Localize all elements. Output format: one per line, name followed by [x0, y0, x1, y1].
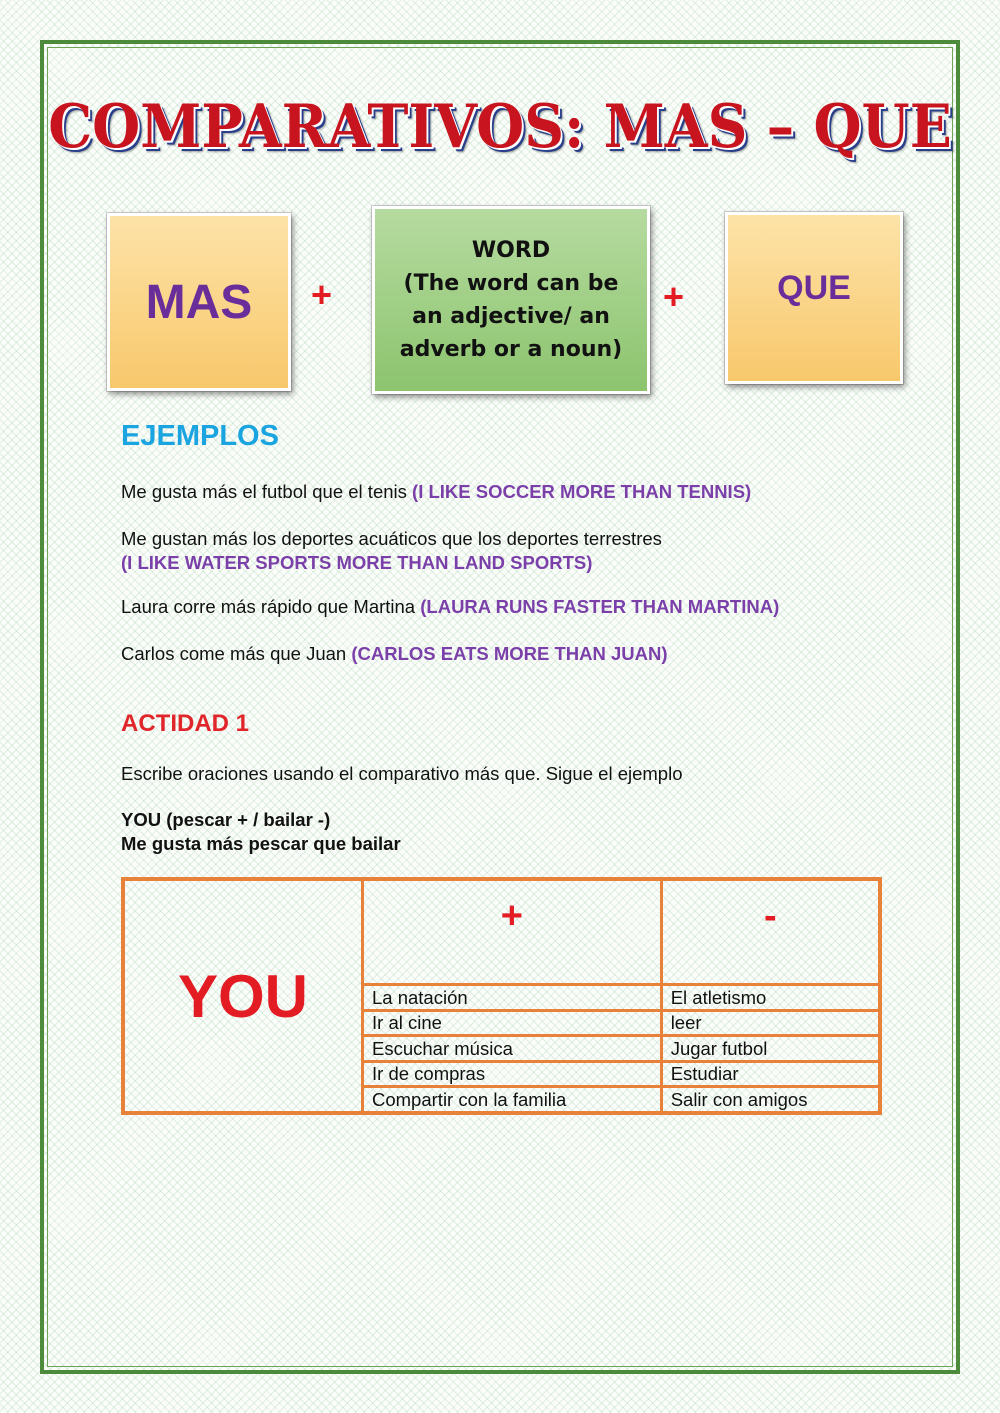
plus-cell: La natación [363, 985, 662, 1011]
word-line: adverb or a noun) [399, 337, 623, 362]
example-en: (I LIKE SOCCER MORE THAN TENNIS) [412, 481, 752, 502]
page-title: COMPARATIVOS: MAS – QUE [48, 92, 952, 162]
activity-table [121, 877, 882, 1115]
example-es: Me gusta más el futbol que el tenis [121, 481, 407, 502]
example-3 [121, 595, 779, 619]
subject-cell: YOU [123, 879, 363, 1113]
example-en: (I LIKE WATER SPORTS MORE THAN LAND SPORTS) [121, 552, 593, 573]
example-4 [121, 642, 668, 666]
plus-cell: Ir al cine [363, 1010, 662, 1036]
minus-header: - [661, 879, 880, 985]
minus-cell: Salir con amigos [661, 1087, 880, 1113]
minus-cell: El atletismo [661, 985, 880, 1011]
ejemplos-heading: EJEMPLOS [121, 420, 279, 452]
actividad-instruction: Escribe oraciones usando el comparativo más que. Sigue el ejemplo [121, 763, 683, 784]
word-line: an adjective/ an [412, 304, 610, 329]
example-1 [121, 480, 751, 504]
example-answer: Me gusta más pescar que bailar [121, 833, 401, 854]
plus-sign-1: + [311, 274, 333, 315]
table-header-row [123, 879, 880, 985]
mas-box [107, 213, 291, 391]
que-box [725, 212, 903, 384]
mas-label: MAS [145, 275, 253, 329]
plus-cell: Ir de compras [363, 1061, 662, 1087]
minus-cell: Jugar futbol [661, 1036, 880, 1062]
plus-cell: Compartir con la familia [363, 1087, 662, 1113]
minus-cell: Estudiar [661, 1061, 880, 1087]
example-prompt: YOU (pescar + / bailar -) [121, 809, 331, 830]
word-line: WORD [471, 238, 551, 263]
example-en: (CARLOS EATS MORE THAN JUAN) [351, 643, 668, 664]
example-en: (LAURA RUNS FASTER THAN MARTINA) [420, 596, 780, 617]
que-label: QUE [777, 268, 851, 307]
actividad-heading: ACTIDAD 1 [121, 710, 250, 737]
example-es: Me gustan más los deportes acuáticos que los deportes terrestres [121, 528, 662, 549]
minus-cell: leer [661, 1010, 880, 1036]
word-box [372, 206, 650, 394]
example-es: Laura corre más rápido que Martina [121, 596, 416, 617]
plus-header: + [363, 879, 662, 985]
plus-sign-2: + [663, 276, 685, 317]
example-es: Carlos come más que Juan [121, 643, 347, 664]
word-line: (The word can be [403, 271, 619, 296]
example-2 [121, 527, 662, 575]
plus-cell: Escuchar música [363, 1036, 662, 1062]
